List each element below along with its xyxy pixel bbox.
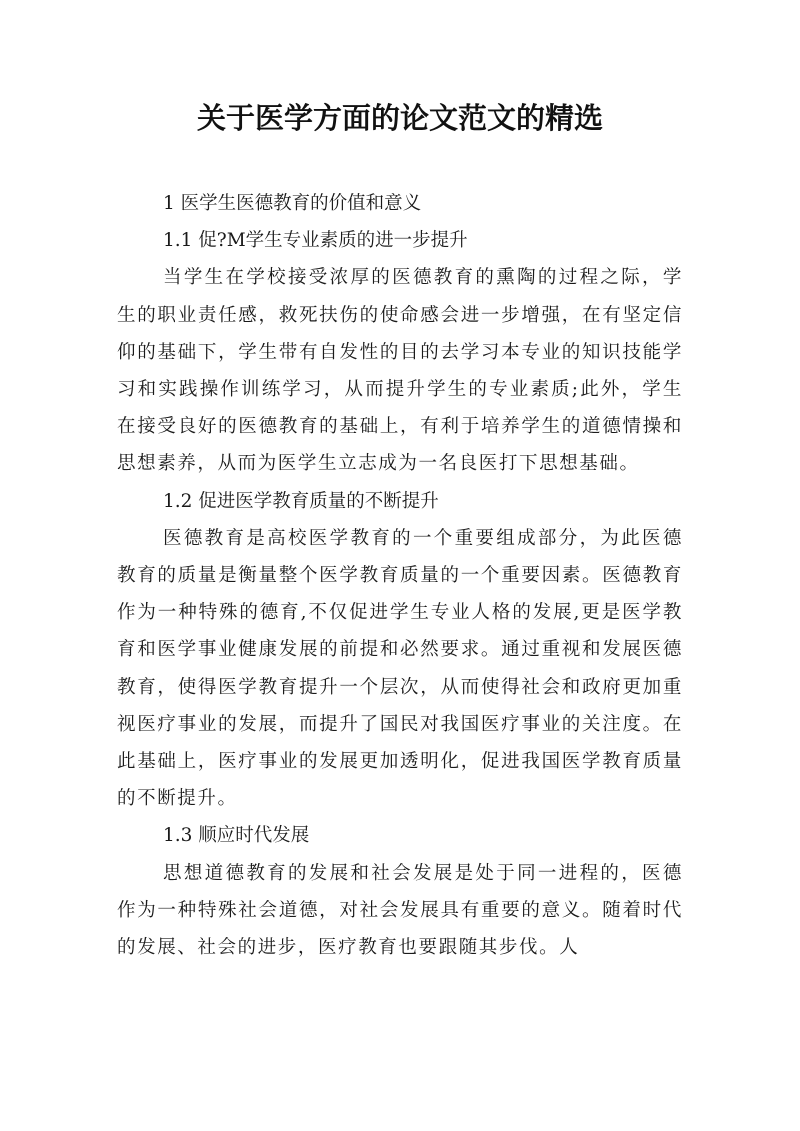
document-body (117, 185, 683, 966)
subsection-heading: 1.2 促进医学教育质量的不断提升 (163, 490, 439, 512)
body-paragraph: 医德教育是高校医学教育的一个重要组成部分，为此医德教育的质量是衡量整个医学教育质量的一个重要因素。医德教育作为一种特殊的德育,不仅促进学生专业人格的发展,更是医学教育和医学事业健康发展的前提和必然要求。通过重视和发展医德教育，使得医学教育提升一个层次，从而使得社会和政府更加重视医疗事业的发展，而提升了国民对我国医疗事业的关注度。在此基础上，医疗事业的发展更加透明化，促进我国医学教育质量的不断提升。 (117, 527, 683, 810)
section-heading: 1 医学生医德教育的价值和意义 (163, 193, 422, 214)
body-paragraph: 当学生在学校接受浓厚的医德教育的熏陶的过程之际，学生的职业责任感，救死扶伤的使命感会进一步增强，在有坚定信仰的基础下，学生带有自发性的目的去学习本专业的知识技能学习和实践操作训练学习，从而提升学生的专业素质;此外，学生在接受良好的医德教育的基础上，有利于培养学生的道德情操和思想素养，从而为医学生立志成为一名良医打下思想基础。 (117, 267, 683, 475)
document-title: 关于医学方面的论文范文的精选 (196, 101, 603, 135)
body-paragraph: 思想道德教育的发展和社会发展是处于同一进程的，医德作为一种特殊社会道德，对社会发展具有重要的意义。随着时代的发展、社会的进步，医疗教育也要跟随其步伐。人 (117, 862, 683, 959)
subsection-heading: 1.1 促?M学生专业素质的进一步提升 (163, 230, 468, 252)
subsection-heading: 1.3 顺应时代发展 (163, 825, 310, 847)
